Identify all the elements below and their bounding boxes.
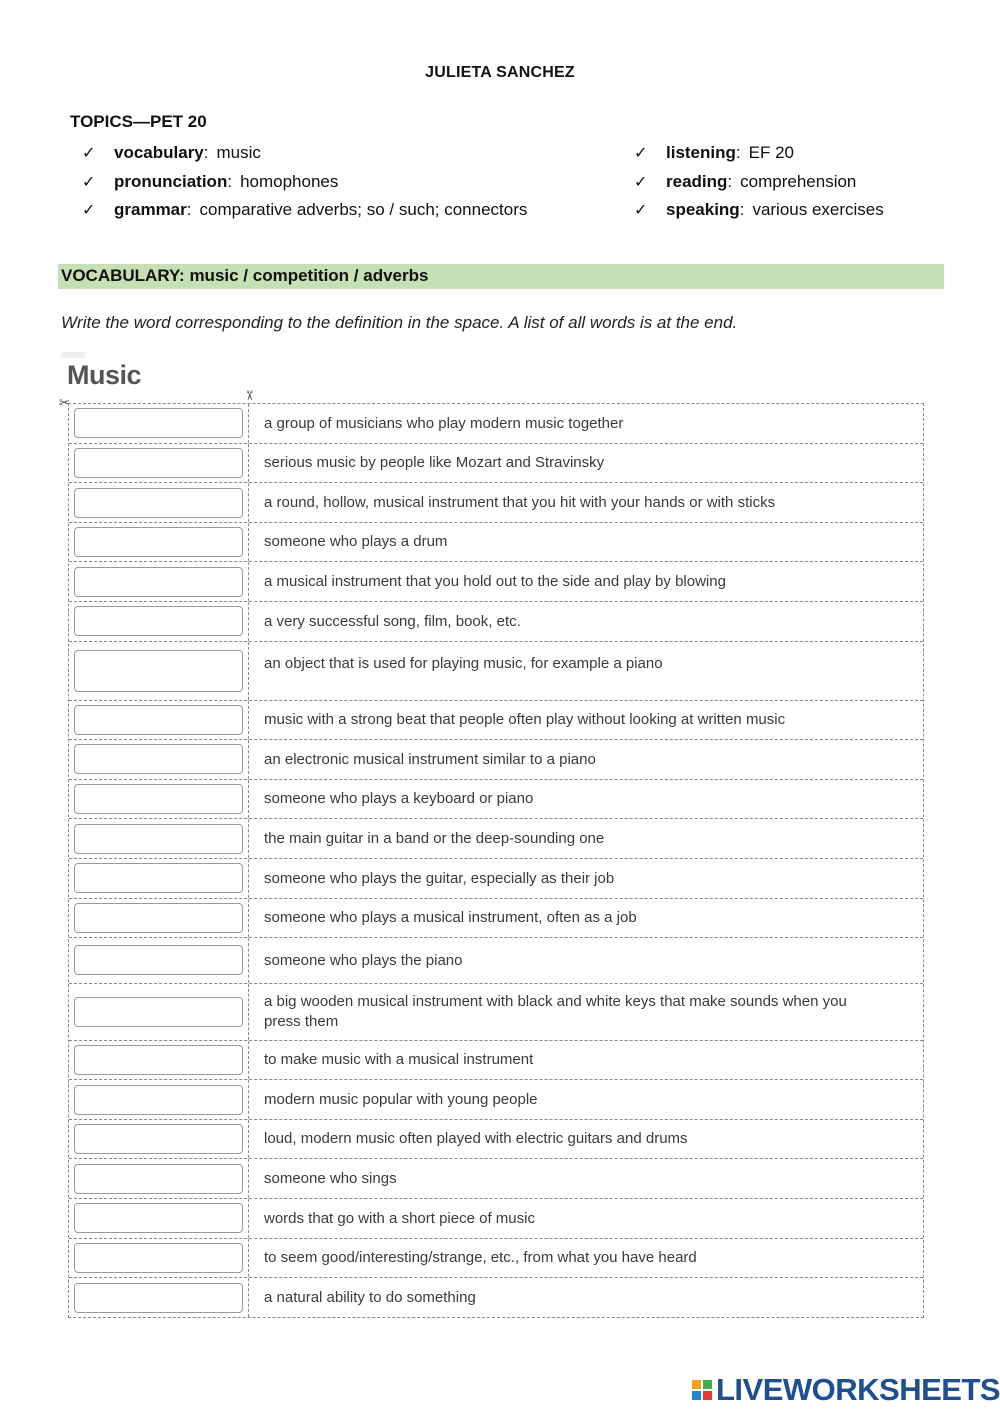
answer-cell — [69, 404, 249, 443]
liveworksheets-logo — [692, 1372, 1000, 1408]
topic-name: speaking — [666, 200, 740, 220]
answer-input[interactable] — [74, 744, 243, 774]
answer-cell — [69, 740, 249, 779]
vocab-row — [69, 740, 923, 780]
vocab-row — [69, 780, 923, 820]
definition-text: someone who plays a musical instrument, often as a job — [264, 909, 637, 927]
answer-cell — [69, 602, 249, 641]
answer-cell — [69, 1041, 249, 1080]
vocab-row — [69, 819, 923, 859]
checkmark-icon: ✓ — [82, 145, 96, 163]
answer-cell — [69, 562, 249, 601]
answer-cell — [69, 1239, 249, 1278]
music-heading: Music — [67, 360, 142, 390]
answer-input[interactable] — [74, 1045, 243, 1075]
vocab-row — [69, 404, 923, 444]
vocab-row — [69, 642, 923, 701]
definition-text: someone who plays the piano — [264, 951, 463, 969]
answer-cell — [69, 1199, 249, 1238]
logo-block — [692, 1380, 701, 1389]
topic-separator: : — [735, 143, 741, 163]
definition-text: a round, hollow, musical instrument that you hit with your hands or with sticks — [264, 493, 776, 511]
vocab-row — [69, 602, 923, 642]
answer-input[interactable] — [74, 527, 243, 557]
topic-separator: : — [227, 171, 233, 191]
answer-input[interactable] — [74, 705, 243, 735]
answer-input[interactable] — [74, 408, 243, 438]
logo-block — [692, 1391, 701, 1400]
answer-cell — [69, 1080, 249, 1119]
answer-input[interactable] — [74, 606, 243, 636]
answer-input[interactable] — [74, 1203, 243, 1233]
topics-list-right — [634, 139, 884, 225]
answer-input[interactable] — [74, 945, 243, 975]
vocabulary-table — [68, 403, 924, 1318]
answer-cell — [69, 1159, 249, 1198]
definition-text: someone who plays a drum — [264, 533, 448, 551]
topic-item — [634, 168, 884, 197]
scissors-icon: ✂ — [241, 390, 257, 401]
topic-name: reading — [666, 171, 728, 191]
answer-input[interactable] — [74, 824, 243, 854]
topic-value: EF 20 — [748, 143, 794, 163]
instructions: Write the word corresponding to the definition in the space. A list of all words is at the end. — [61, 313, 738, 332]
answer-cell — [69, 1120, 249, 1159]
answer-input[interactable] — [74, 1164, 243, 1194]
answer-cell — [69, 859, 249, 898]
answer-input[interactable] — [74, 784, 243, 814]
definition-text: loud, modern music often played with electric guitars and drums — [264, 1130, 688, 1148]
definition-text: the main guitar in a band or the deep-sounding one — [264, 829, 605, 847]
topic-item — [634, 139, 884, 168]
answer-input[interactable] — [74, 650, 243, 692]
vocab-row — [69, 562, 923, 602]
logo-block — [703, 1391, 712, 1400]
topic-separator: : — [203, 143, 209, 163]
definition-text: someone who plays a keyboard or piano — [264, 790, 534, 808]
topic-value: various exercises — [752, 200, 884, 220]
topic-item — [82, 196, 527, 225]
topic-name: grammar — [114, 200, 187, 220]
logo-text: LIVEWORKSHEETS — [716, 1372, 1000, 1407]
answer-input[interactable] — [74, 488, 243, 518]
answer-cell — [69, 1278, 249, 1317]
topics-list-left — [82, 139, 527, 225]
checkmark-icon: ✓ — [634, 173, 648, 191]
title-decoration — [61, 352, 85, 358]
definition-text: to seem good/interesting/strange, etc., from what you have heard — [264, 1249, 697, 1267]
answer-cell — [69, 899, 249, 938]
answer-cell — [69, 444, 249, 483]
checkmark-icon: ✓ — [634, 202, 648, 220]
answer-cell — [69, 819, 249, 858]
definition-text: an electronic musical instrument similar to a piano — [264, 750, 596, 768]
answer-input[interactable] — [74, 448, 243, 478]
topic-separator: : — [739, 200, 745, 220]
topic-value: comparative adverbs; so / such; connectors — [199, 200, 528, 220]
vocab-row — [69, 1041, 923, 1081]
definition-text: a natural ability to do something — [264, 1288, 476, 1306]
definition-text: a musical instrument that you hold out to the side and play by blowing — [264, 572, 726, 590]
student-name: JULIETA SANCHEZ — [425, 64, 575, 81]
vocab-row — [69, 523, 923, 563]
answer-cell — [69, 701, 249, 740]
vocab-row — [69, 444, 923, 484]
answer-cell — [69, 642, 249, 700]
vocab-row — [69, 701, 923, 741]
topic-name: pronunciation — [114, 171, 228, 191]
vocab-row — [69, 899, 923, 939]
answer-input[interactable] — [74, 997, 243, 1027]
vocab-row — [69, 1080, 923, 1120]
topic-item — [82, 168, 527, 197]
definition-text: a very successful song, film, book, etc. — [264, 612, 521, 630]
vocab-row — [69, 1239, 923, 1279]
vocab-row — [69, 1199, 923, 1239]
vocab-row — [69, 1278, 923, 1317]
vocab-row — [69, 859, 923, 899]
answer-cell — [69, 938, 249, 982]
answer-input[interactable] — [74, 1124, 243, 1154]
answer-cell — [69, 483, 249, 522]
topic-value: comprehension — [740, 171, 857, 191]
checkmark-icon: ✓ — [82, 173, 96, 191]
definition-text: to make music with a musical instrument — [264, 1051, 534, 1069]
vocab-row — [69, 1159, 923, 1199]
definition-text: words that go with a short piece of music — [264, 1209, 535, 1227]
vocab-row — [69, 984, 923, 1041]
logo-mark-icon — [692, 1380, 712, 1400]
topic-item — [82, 139, 527, 168]
section-heading: VOCABULARY: music / competition / adverbs — [58, 264, 944, 289]
topic-name: listening — [666, 143, 736, 163]
definition-text: music with a strong beat that people often play without looking at written music — [264, 711, 786, 729]
topic-item — [634, 196, 884, 225]
answer-cell — [69, 780, 249, 819]
answer-input[interactable] — [74, 1243, 243, 1273]
definition-text: serious music by people like Mozart and Stravinsky — [264, 454, 605, 472]
definition-text: a big wooden musical instrument with black and white keys that make sounds when you press them — [264, 993, 847, 1030]
answer-input[interactable] — [74, 1283, 243, 1313]
topic-separator: : — [727, 171, 733, 191]
vocab-row — [69, 1120, 923, 1160]
definition-text: an object that is used for playing music, for example a piano — [264, 654, 663, 672]
definition-text: a group of musicians who play modern music together — [264, 414, 624, 432]
topic-value: homophones — [240, 171, 339, 191]
vocab-row — [69, 938, 923, 983]
answer-input[interactable] — [74, 1085, 243, 1115]
checkmark-icon: ✓ — [634, 145, 648, 163]
answer-input[interactable] — [74, 863, 243, 893]
vocab-row — [69, 483, 923, 523]
answer-input[interactable] — [74, 903, 243, 933]
logo-block — [703, 1380, 712, 1389]
topic-value: music — [216, 143, 261, 163]
definition-text: modern music popular with young people — [264, 1090, 538, 1108]
answer-input[interactable] — [74, 567, 243, 597]
answer-cell — [69, 984, 249, 1040]
answer-cell — [69, 523, 249, 562]
checkmark-icon: ✓ — [82, 202, 96, 220]
topic-name: vocabulary — [114, 143, 204, 163]
definition-text: someone who sings — [264, 1170, 397, 1187]
scissors-icon: ✂ — [59, 395, 70, 410]
topic-separator: : — [186, 200, 192, 220]
definition-text: someone who plays the guitar, especially as their job — [264, 869, 615, 887]
topics-title: TOPICS—PET 20 — [70, 112, 207, 131]
